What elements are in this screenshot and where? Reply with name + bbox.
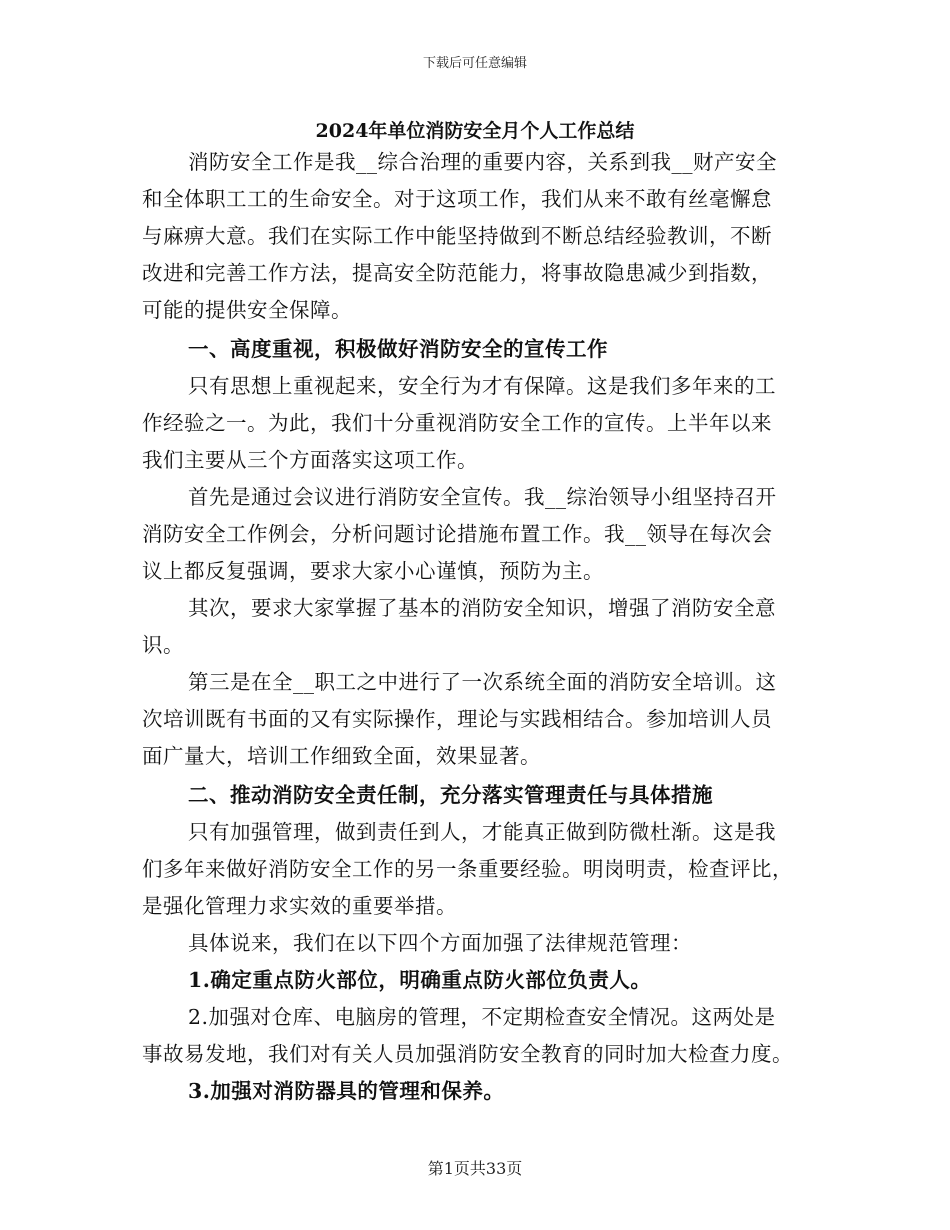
section-heading: 一、高度重视，积极做好消防安全的宣传工作	[188, 337, 608, 361]
paragraph-line: 们多年来做好消防安全工作的另一条重要经验。明岗明责，检查评比，	[142, 857, 793, 881]
paragraph-line: 作经验之一。为此，我们十分重视消防安全工作的宣传。上半年以来	[142, 411, 772, 435]
paragraph-line: 具体说来，我们在以下四个方面加强了法律规范管理：	[188, 931, 692, 955]
page-header: 下载后可任意编辑	[422, 56, 527, 71]
list-item: 2.加强对仓库、电脑房的管理，不定期检查安全情况。这两处是	[188, 1005, 776, 1029]
paragraph-line: 和全体职工工的生命安全。对于这项工作，我们从来不敢有丝毫懈怠	[142, 187, 772, 211]
paragraph-line: 面广量大，培训工作细致全面，效果显著。	[142, 744, 541, 768]
paragraph-line: 识。	[142, 633, 184, 657]
paragraph-line: 改进和完善工作方法，提高安全防范能力，将事故隐患减少到指数，	[142, 261, 772, 285]
page-footer: 第1页共33页	[427, 1159, 523, 1178]
paragraph-line: 首先是通过会议进行消防安全宣传。我__综治领导小组坚持召开	[188, 485, 777, 509]
paragraph-line: 只有思想上重视起来，安全行为才有保障。这是我们多年来的工	[188, 374, 776, 398]
paragraph-line: 次培训既有书面的又有实际操作，理论与实践相结合。参加培训人员	[142, 707, 772, 731]
paragraph-line: 其次，要求大家掌握了基本的消防安全知识，增强了消防安全意	[188, 596, 776, 620]
paragraph-line: 只有加强管理，做到责任到人，才能真正做到防微杜渐。这是我	[188, 820, 776, 844]
paragraph-line: 可能的提供安全保障。	[142, 298, 352, 322]
paragraph-line: 议上都反复强调，要求大家小心谨慎，预防为主。	[142, 559, 604, 583]
paragraph-line: 第三是在全__职工之中进行了一次系统全面的消防安全培训。这	[188, 670, 777, 694]
paragraph-line: 与麻痹大意。我们在实际工作中能坚持做到不断总结经验教训，不断	[142, 224, 772, 248]
paragraph-line: 消防安全工作例会，分析问题讨论措施布置工作。我__领导在每次会	[142, 522, 773, 546]
paragraph-line: 我们主要从三个方面落实这项工作。	[142, 448, 478, 472]
paragraph-line: 是强化管理力求实效的重要举措。	[142, 894, 457, 918]
section-heading: 二、推动消防安全责任制，充分落实管理责任与具体措施	[188, 783, 713, 807]
document-title: 2024年单位消防安全月个人工作总结	[315, 120, 635, 142]
paragraph-line: 事故易发地，我们对有关人员加强消防安全教育的同时加大检查力度。	[142, 1042, 793, 1066]
list-item-heading: 1.确定重点防火部位，明确重点防火部位负责人。	[188, 968, 652, 992]
paragraph-line: 消防安全工作是我__综合治理的重要内容，关系到我__财产安全	[188, 150, 777, 174]
list-item-heading: 3.加强对消防器具的管理和保养。	[188, 1079, 505, 1103]
